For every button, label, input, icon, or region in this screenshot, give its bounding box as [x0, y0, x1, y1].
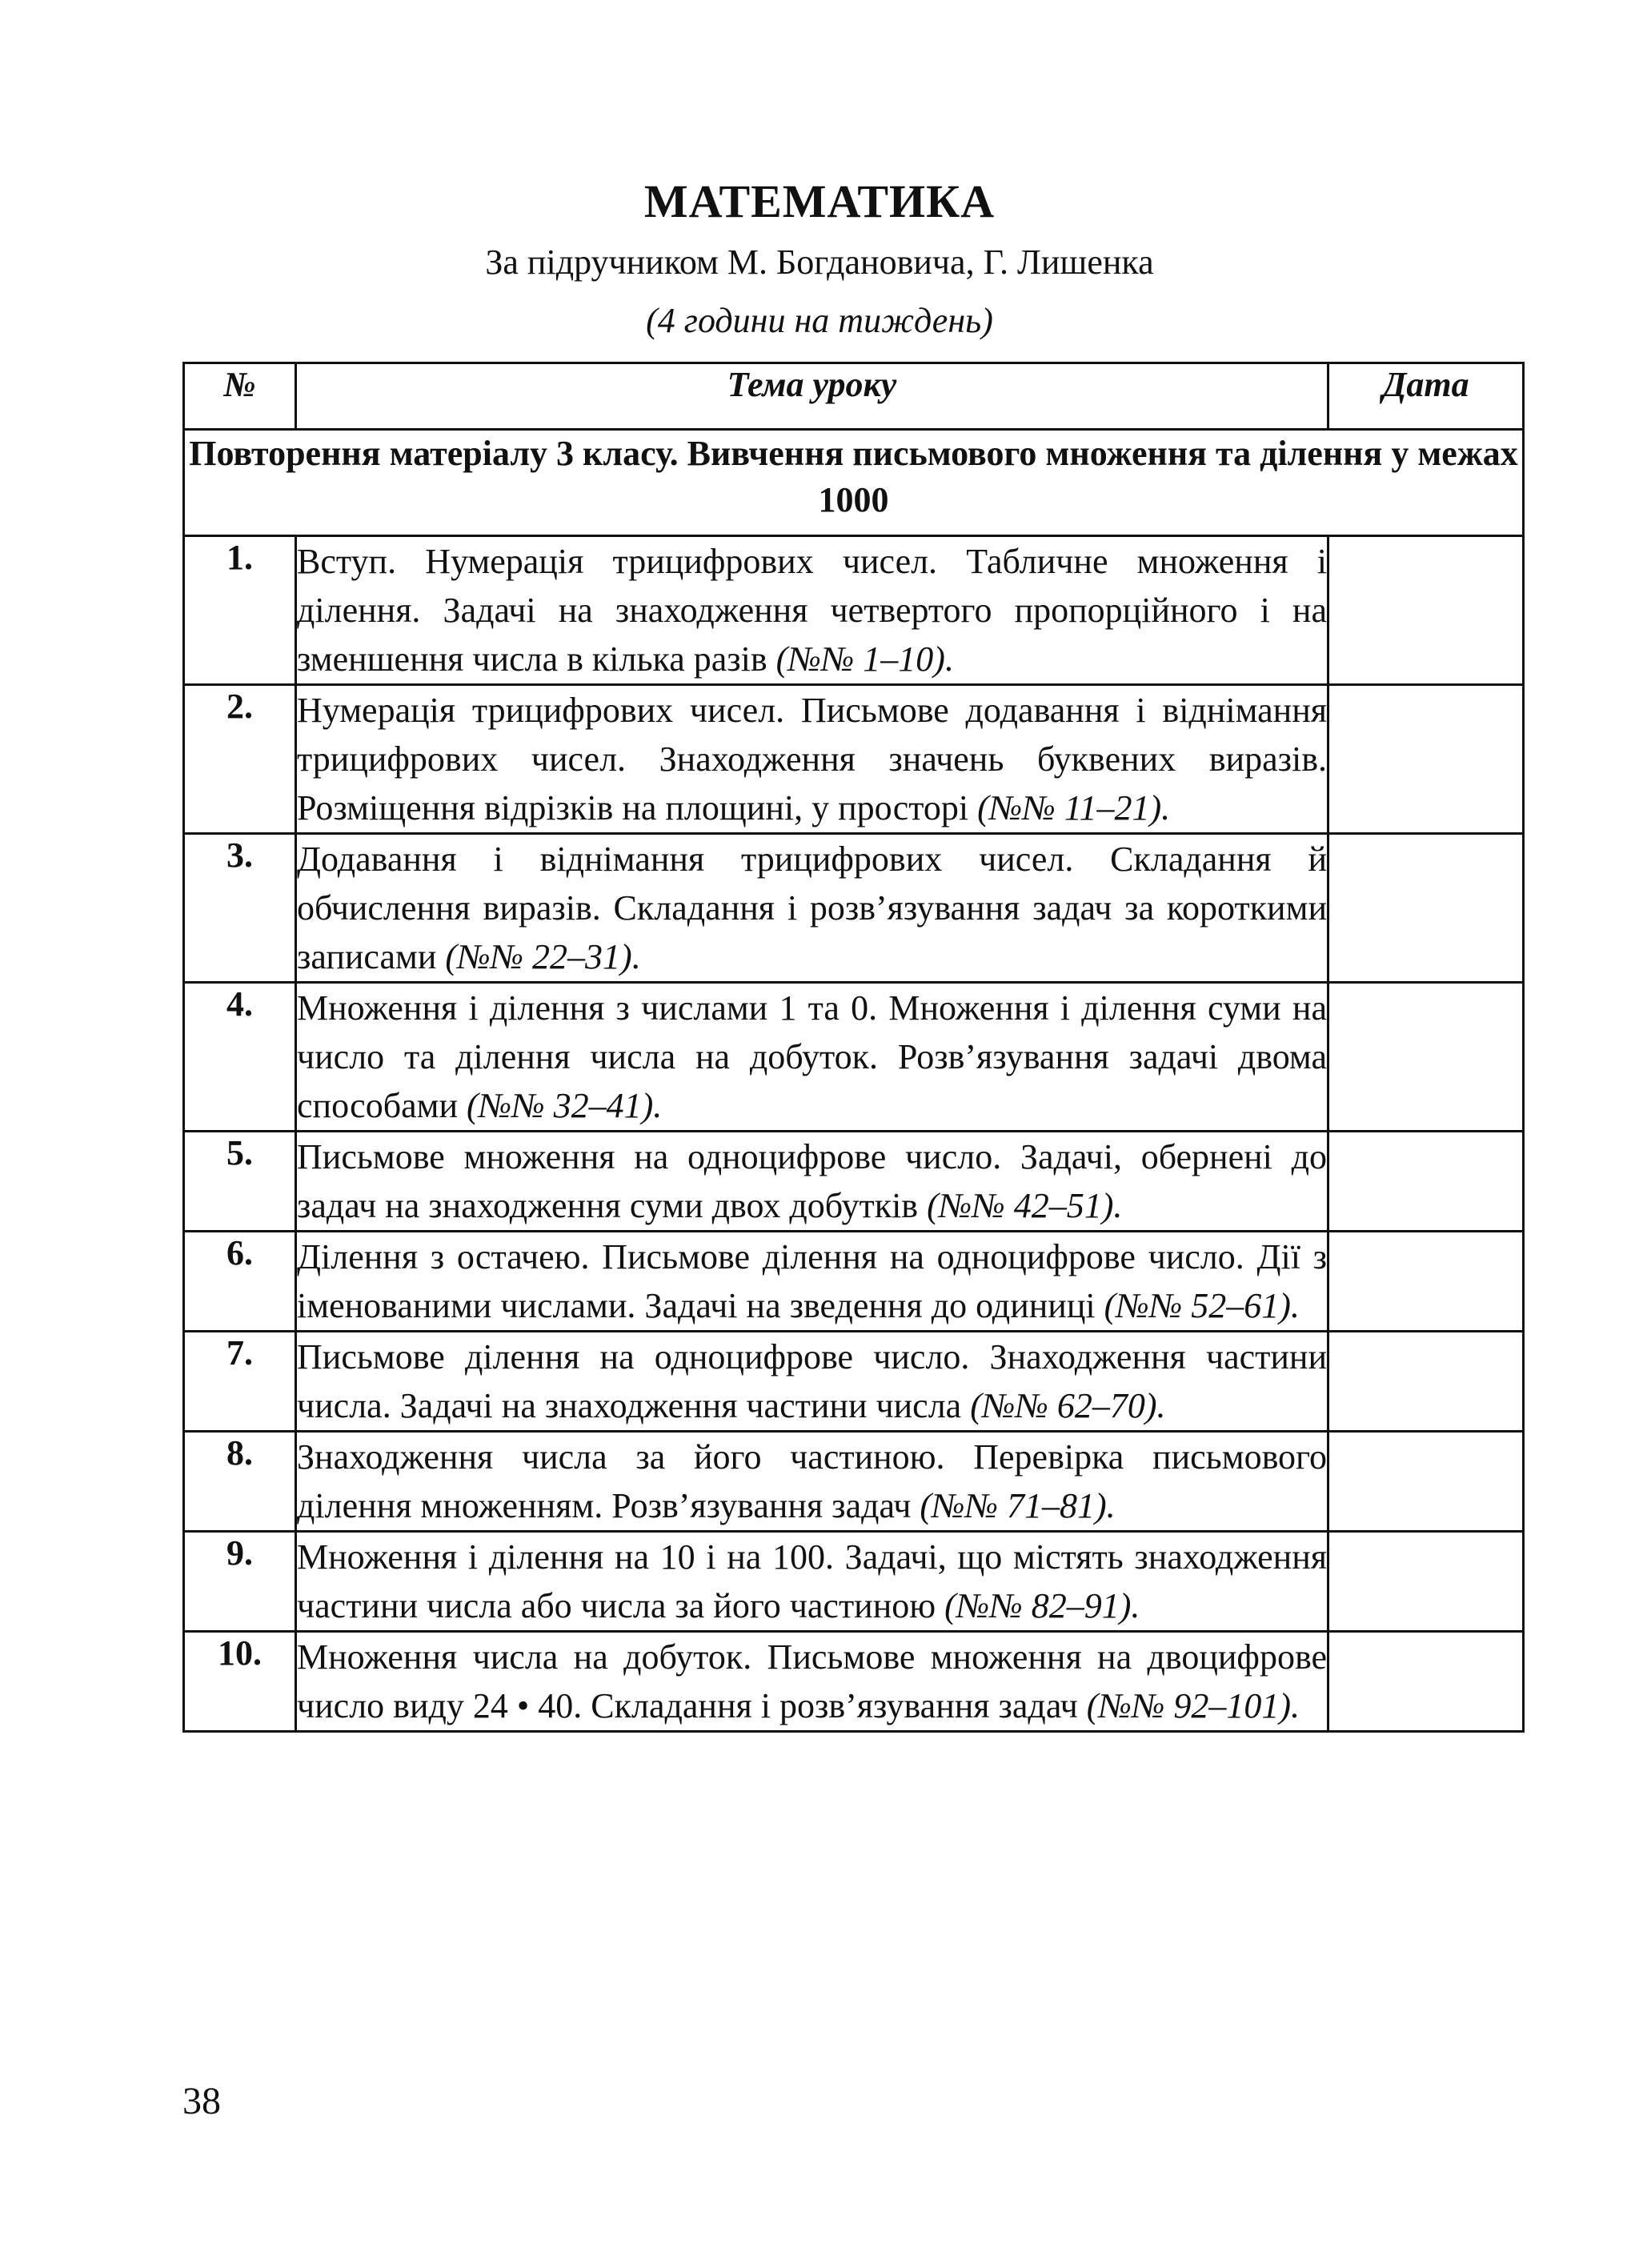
table-row	[184, 1632, 1524, 1732]
exercise-references: (№№ 92–101).	[1086, 1686, 1300, 1725]
exercise-references: (№№ 42–51).	[927, 1186, 1123, 1225]
lesson-number: 8.	[184, 1432, 296, 1532]
lesson-topic-text: Додавання і віднімання трицифрових чисел. Складання й обчислення виразів. Складання і розв’язування задач за короткими записами	[297, 839, 1327, 976]
lesson-number: 6.	[184, 1232, 296, 1332]
exercise-references: (№№ 1–10).	[775, 639, 954, 679]
table-row	[184, 1132, 1524, 1232]
page-number: 38	[182, 2080, 221, 2122]
textbook-subtitle: За підручником М. Богдановича, Г. Лишенка	[485, 242, 1154, 282]
lesson-date	[1328, 1132, 1524, 1232]
lesson-topic-text: Множення числа на добуток. Письмове множення на двоцифрове число виду 24 • 40. Складання і розв’язування задач	[297, 1637, 1327, 1725]
lesson-topic	[296, 1332, 1328, 1432]
exercise-references: (№№ 11–21).	[977, 788, 1171, 827]
section-row	[184, 430, 1524, 536]
lesson-topic-text: Вступ. Нумерація трицифрових чисел. Табличне множення і ділення. Задачі на знаходження четвертого пропорційного і на зменшення числа в кілька разів	[297, 542, 1327, 679]
lesson-topic-text: Ділення з остачею. Письмове ділення на одноцифрове число. Дії з іменованими числами. Задачі на зведення до одиниці	[297, 1237, 1327, 1325]
hours-per-week: (4 години на тиждень)	[646, 301, 993, 340]
table-header-row	[184, 363, 1524, 430]
table-row	[184, 1332, 1524, 1432]
column-header-number: №	[184, 363, 296, 430]
column-header-date: Дата	[1328, 363, 1524, 430]
lesson-number: 4.	[184, 983, 296, 1132]
lesson-topic-text: Письмове множення на одноцифрове число. Задачі, обернені до задач на знаходження суми двох добутків	[297, 1137, 1327, 1225]
lesson-date	[1328, 1232, 1524, 1332]
exercise-references: (№№ 71–81).	[920, 1486, 1116, 1525]
table-row	[184, 685, 1524, 834]
exercise-references: (№№ 22–31).	[445, 937, 641, 976]
lesson-topic-text: Письмове ділення на одноцифрове число. Знаходження частини числа. Задачі на знаходження частини числа	[297, 1337, 1327, 1425]
lesson-date	[1328, 983, 1524, 1132]
column-header-topic: Тема уроку	[296, 363, 1328, 430]
lesson-date	[1328, 834, 1524, 983]
lesson-date	[1328, 1332, 1524, 1432]
table-row	[184, 983, 1524, 1132]
table-row	[184, 1232, 1524, 1332]
lesson-plan-table	[182, 362, 1525, 1733]
table-row	[184, 536, 1524, 685]
exercise-references: (№№ 52–61).	[1104, 1286, 1300, 1325]
lesson-number: 10.	[184, 1632, 296, 1732]
lesson-topic	[296, 536, 1328, 685]
lesson-topic	[296, 834, 1328, 983]
lesson-number: 9.	[184, 1532, 296, 1632]
lesson-number: 1.	[184, 536, 296, 685]
lesson-number: 3.	[184, 834, 296, 983]
exercise-references: (№№ 32–41).	[467, 1086, 663, 1125]
lesson-topic	[296, 685, 1328, 834]
lesson-date	[1328, 1532, 1524, 1632]
lesson-topic-text: Знаходження числа за його частиною. Перевірка письмового ділення множенням. Розв’язування задач	[297, 1437, 1327, 1525]
lesson-topic	[296, 1632, 1328, 1732]
lesson-number: 5.	[184, 1132, 296, 1232]
exercise-references: (№№ 82–91).	[944, 1586, 1140, 1625]
lesson-date	[1328, 685, 1524, 834]
lesson-topic	[296, 1232, 1328, 1332]
lesson-topic-text: Множення і ділення на 10 і на 100. Задачі, що містять знаходження частини числа або числа за його частиною	[297, 1537, 1327, 1625]
page-title: МАТЕМАТИКА	[643, 175, 996, 227]
lesson-date	[1328, 1432, 1524, 1532]
exercise-references: (№№ 62–70).	[970, 1386, 1166, 1425]
lesson-topic	[296, 983, 1328, 1132]
lesson-date	[1328, 1632, 1524, 1732]
lesson-topic	[296, 1532, 1328, 1632]
table-row	[184, 1532, 1524, 1632]
lesson-topic-text: Нумерація трицифрових чисел. Письмове додавання і віднімання трицифрових чисел. Знаходження значень буквених виразів. Розміщення відрізків на площині, у просторі	[297, 691, 1327, 827]
lesson-date	[1328, 536, 1524, 685]
lesson-topic	[296, 1432, 1328, 1532]
lesson-topic-text: Множення і ділення з числами 1 та 0. Множення і ділення суми на число та ділення числа на добуток. Розв’язування задачі двома способами	[297, 988, 1327, 1125]
lesson-number: 2.	[184, 685, 296, 834]
section-heading: Повторення матеріалу 3 класу. Вивчення письмового множення та ділення у межах 1000	[184, 430, 1524, 536]
table-row	[184, 1432, 1524, 1532]
table-row	[184, 834, 1524, 983]
lesson-number: 7.	[184, 1332, 296, 1432]
lesson-topic	[296, 1132, 1328, 1232]
